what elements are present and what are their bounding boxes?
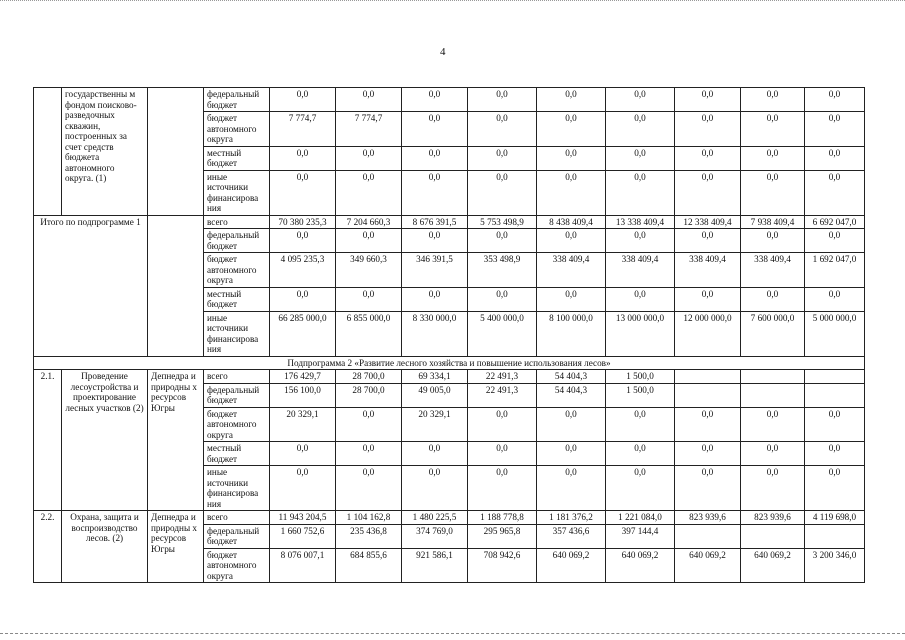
executor-cell: Депнедра и природны х ресурсов Югры <box>148 370 204 511</box>
value-cell: 4 119 698,0 <box>805 511 865 525</box>
value-cell: 684 855,6 <box>336 548 402 583</box>
value-cell: 0,0 <box>537 287 606 311</box>
value-cell: 13 000 000,0 <box>606 311 675 356</box>
value-cell: 8 100 000,0 <box>537 311 606 356</box>
source-cell: федеральный бюджет <box>204 229 270 253</box>
value-cell: 0,0 <box>468 407 537 442</box>
value-cell: 0,0 <box>336 442 402 466</box>
value-cell: 0,0 <box>805 88 865 112</box>
value-cell: 6 692 047,0 <box>805 215 865 229</box>
value-cell <box>675 370 741 384</box>
source-cell: всего <box>204 511 270 525</box>
value-cell: 338 409,4 <box>537 253 606 288</box>
value-cell: 0,0 <box>805 442 865 466</box>
value-cell: 5 000 000,0 <box>805 311 865 356</box>
source-cell: федеральный бюджет <box>204 383 270 407</box>
value-cell: 0,0 <box>606 170 675 215</box>
value-cell: 1 660 752,6 <box>270 524 336 548</box>
value-cell: 0,0 <box>675 407 741 442</box>
value-cell: 8 330 000,0 <box>402 311 468 356</box>
value-cell: 0,0 <box>606 407 675 442</box>
value-cell: 20 329,1 <box>402 407 468 442</box>
item-name-cell: государственны м фондом поисково-разведочных скважин, построенных за счет средств бюджета автономного округа. (1) <box>62 88 148 216</box>
source-cell: всего <box>204 370 270 384</box>
item-name-cell: Проведение лесоустройства и проектирование лесных участков (2) <box>62 370 148 511</box>
value-cell: 69 334,1 <box>402 370 468 384</box>
value-cell: 176 429,7 <box>270 370 336 384</box>
item-number-cell: 2.2. <box>34 511 62 583</box>
value-cell: 54 404,3 <box>537 370 606 384</box>
itogo-label-cell: Итого по подпрограмме 1 <box>34 215 148 356</box>
value-cell: 349 660,3 <box>336 253 402 288</box>
value-cell: 0,0 <box>741 88 805 112</box>
value-cell: 921 586,1 <box>402 548 468 583</box>
value-cell: 0,0 <box>606 112 675 147</box>
source-cell: местный бюджет <box>204 442 270 466</box>
value-cell: 708 942,6 <box>468 548 537 583</box>
value-cell: 22 491,3 <box>468 370 537 384</box>
value-cell: 0,0 <box>537 229 606 253</box>
value-cell: 0,0 <box>537 442 606 466</box>
value-cell: 0,0 <box>336 146 402 170</box>
value-cell: 0,0 <box>741 442 805 466</box>
value-cell: 0,0 <box>270 466 336 511</box>
value-cell: 640 069,2 <box>675 548 741 583</box>
value-cell: 0,0 <box>270 442 336 466</box>
value-cell: 0,0 <box>336 229 402 253</box>
value-cell: 0,0 <box>741 407 805 442</box>
value-cell: 0,0 <box>402 112 468 147</box>
value-cell: 70 380 235,3 <box>270 215 336 229</box>
value-cell <box>741 383 805 407</box>
value-cell: 235 436,8 <box>336 524 402 548</box>
table-row <box>34 370 865 384</box>
source-cell: иные источники финансирова ния <box>204 170 270 215</box>
value-cell: 0,0 <box>402 146 468 170</box>
value-cell: 0,0 <box>805 170 865 215</box>
table-row <box>34 215 865 229</box>
value-cell: 0,0 <box>336 88 402 112</box>
value-cell: 0,0 <box>468 287 537 311</box>
value-cell: 0,0 <box>741 112 805 147</box>
value-cell: 0,0 <box>675 466 741 511</box>
value-cell: 0,0 <box>675 88 741 112</box>
value-cell: 0,0 <box>468 229 537 253</box>
item-name-cell: Охрана, защита и воспроизводство лесов. (2) <box>62 511 148 583</box>
value-cell: 0,0 <box>468 112 537 147</box>
value-cell: 4 095 235,3 <box>270 253 336 288</box>
value-cell: 0,0 <box>270 88 336 112</box>
value-cell: 0,0 <box>675 146 741 170</box>
table-row <box>34 511 865 525</box>
value-cell: 357 436,6 <box>537 524 606 548</box>
value-cell: 0,0 <box>270 146 336 170</box>
value-cell: 640 069,2 <box>537 548 606 583</box>
value-cell: 13 338 409,4 <box>606 215 675 229</box>
value-cell: 0,0 <box>402 229 468 253</box>
value-cell: 338 409,4 <box>741 253 805 288</box>
value-cell: 0,0 <box>805 146 865 170</box>
value-cell: 0,0 <box>675 229 741 253</box>
value-cell: 7 774,7 <box>270 112 336 147</box>
value-cell: 823 939,6 <box>741 511 805 525</box>
value-cell: 7 938 409,4 <box>741 215 805 229</box>
value-cell: 22 491,3 <box>468 383 537 407</box>
subprogram-title-row <box>34 356 865 370</box>
source-cell: бюджет автономного округа <box>204 112 270 147</box>
value-cell: 0,0 <box>606 466 675 511</box>
financing-table <box>33 87 865 583</box>
value-cell: 1 221 084,0 <box>606 511 675 525</box>
value-cell: 295 965,8 <box>468 524 537 548</box>
value-cell <box>805 524 865 548</box>
source-cell: бюджет автономного округа <box>204 407 270 442</box>
value-cell: 0,0 <box>270 287 336 311</box>
value-cell: 0,0 <box>468 88 537 112</box>
value-cell: 0,0 <box>402 88 468 112</box>
page-number: 4 <box>440 46 446 58</box>
value-cell: 0,0 <box>805 112 865 147</box>
value-cell: 1 500,0 <box>606 383 675 407</box>
value-cell: 640 069,2 <box>741 548 805 583</box>
value-cell: 0,0 <box>741 170 805 215</box>
value-cell: 12 000 000,0 <box>675 311 741 356</box>
value-cell: 0,0 <box>402 442 468 466</box>
value-cell: 0,0 <box>675 112 741 147</box>
value-cell: 0,0 <box>468 146 537 170</box>
value-cell: 6 855 000,0 <box>336 311 402 356</box>
value-cell: 0,0 <box>336 407 402 442</box>
value-cell: 0,0 <box>336 466 402 511</box>
value-cell: 8 676 391,5 <box>402 215 468 229</box>
value-cell: 0,0 <box>270 170 336 215</box>
value-cell: 0,0 <box>606 88 675 112</box>
value-cell: 12 338 409,4 <box>675 215 741 229</box>
value-cell: 49 005,0 <box>402 383 468 407</box>
source-cell: бюджет автономного округа <box>204 253 270 288</box>
value-cell: 7 774,7 <box>336 112 402 147</box>
source-cell: иные источники финансирова ния <box>204 311 270 356</box>
value-cell: 397 144,4 <box>606 524 675 548</box>
executor-cell: Депнедра и природны х ресурсов Югры <box>148 511 204 583</box>
value-cell: 0,0 <box>606 229 675 253</box>
value-cell: 0,0 <box>805 466 865 511</box>
table-row <box>34 88 865 112</box>
value-cell: 54 404,3 <box>537 383 606 407</box>
value-cell: 353 498,9 <box>468 253 537 288</box>
source-cell: федеральный бюджет <box>204 88 270 112</box>
item-number-cell: 2.1. <box>34 370 62 511</box>
value-cell <box>805 370 865 384</box>
value-cell: 5 400 000,0 <box>468 311 537 356</box>
value-cell: 0,0 <box>270 229 336 253</box>
value-cell: 7 204 660,3 <box>336 215 402 229</box>
item-number-cell <box>34 88 62 216</box>
value-cell: 0,0 <box>336 170 402 215</box>
value-cell: 0,0 <box>402 466 468 511</box>
value-cell <box>741 370 805 384</box>
value-cell: 0,0 <box>537 466 606 511</box>
value-cell: 0,0 <box>741 229 805 253</box>
value-cell: 0,0 <box>606 442 675 466</box>
value-cell: 5 753 498,9 <box>468 215 537 229</box>
value-cell: 20 329,1 <box>270 407 336 442</box>
value-cell <box>675 524 741 548</box>
value-cell: 640 069,2 <box>606 548 675 583</box>
value-cell: 0,0 <box>805 287 865 311</box>
value-cell: 1 692 047,0 <box>805 253 865 288</box>
value-cell: 0,0 <box>606 146 675 170</box>
value-cell: 0,0 <box>402 287 468 311</box>
value-cell: 1 181 376,2 <box>537 511 606 525</box>
executor-cell <box>148 215 204 356</box>
value-cell: 28 700,0 <box>336 370 402 384</box>
value-cell: 0,0 <box>537 112 606 147</box>
value-cell: 11 943 204,5 <box>270 511 336 525</box>
value-cell: 156 100,0 <box>270 383 336 407</box>
value-cell: 28 700,0 <box>336 383 402 407</box>
value-cell: 346 391,5 <box>402 253 468 288</box>
value-cell: 3 200 346,0 <box>805 548 865 583</box>
value-cell: 0,0 <box>675 442 741 466</box>
value-cell: 0,0 <box>537 146 606 170</box>
source-cell: местный бюджет <box>204 287 270 311</box>
value-cell: 1 104 162,8 <box>336 511 402 525</box>
value-cell: 66 285 000,0 <box>270 311 336 356</box>
value-cell: 0,0 <box>537 407 606 442</box>
value-cell: 823 939,6 <box>675 511 741 525</box>
value-cell: 0,0 <box>675 170 741 215</box>
value-cell: 1 480 225,5 <box>402 511 468 525</box>
scan-edge-bottom <box>0 633 905 635</box>
value-cell <box>805 383 865 407</box>
value-cell: 0,0 <box>537 88 606 112</box>
value-cell: 1 500,0 <box>606 370 675 384</box>
value-cell: 0,0 <box>805 407 865 442</box>
value-cell: 0,0 <box>537 170 606 215</box>
source-cell: местный бюджет <box>204 146 270 170</box>
value-cell: 8 076 007,1 <box>270 548 336 583</box>
value-cell: 7 600 000,0 <box>741 311 805 356</box>
value-cell: 0,0 <box>468 170 537 215</box>
value-cell: 0,0 <box>741 287 805 311</box>
subprogram-title: Подпрограмма 2 «Развитие лесного хозяйства и повышение использования лесов» <box>34 356 865 370</box>
scan-edge-top <box>0 0 905 6</box>
source-cell: всего <box>204 215 270 229</box>
value-cell: 338 409,4 <box>675 253 741 288</box>
value-cell: 8 438 409,4 <box>537 215 606 229</box>
value-cell: 0,0 <box>402 170 468 215</box>
source-cell: федеральный бюджет <box>204 524 270 548</box>
value-cell: 338 409,4 <box>606 253 675 288</box>
value-cell: 0,0 <box>336 287 402 311</box>
value-cell: 0,0 <box>606 287 675 311</box>
value-cell: 374 769,0 <box>402 524 468 548</box>
source-cell: иные источники финансирова ния <box>204 466 270 511</box>
value-cell: 0,0 <box>805 229 865 253</box>
value-cell <box>675 383 741 407</box>
value-cell: 0,0 <box>675 287 741 311</box>
value-cell: 0,0 <box>468 466 537 511</box>
value-cell: 0,0 <box>741 466 805 511</box>
value-cell: 0,0 <box>741 146 805 170</box>
value-cell: 1 188 778,8 <box>468 511 537 525</box>
source-cell: бюджет автономного округа <box>204 548 270 583</box>
value-cell <box>741 524 805 548</box>
value-cell: 0,0 <box>468 442 537 466</box>
executor-cell <box>148 88 204 216</box>
